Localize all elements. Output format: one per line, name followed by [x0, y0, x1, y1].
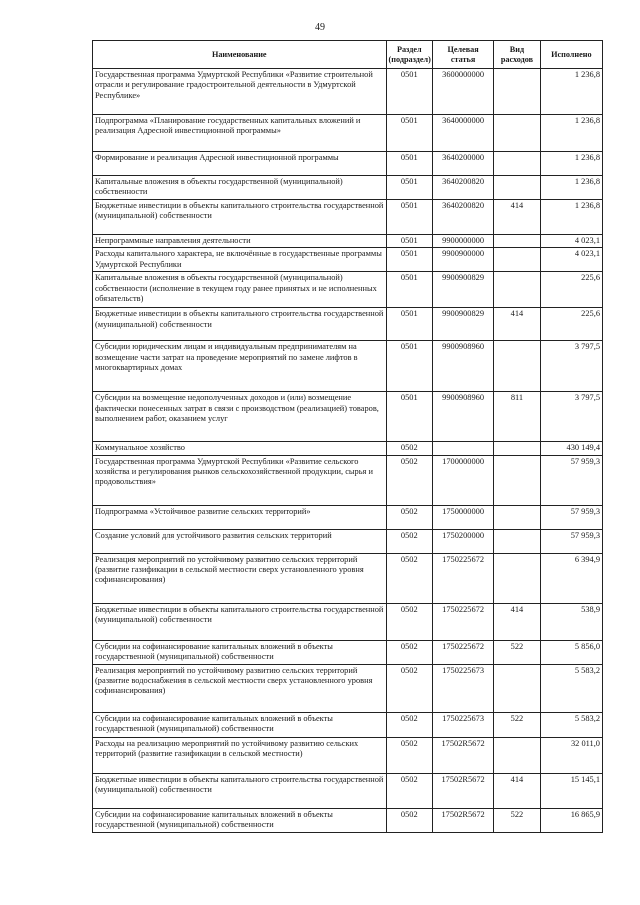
row-name: Субсидии юридическим лицам и индивидуальным предпринимателям на возмещение части затрат на проведение мероприятий по замене лифтов в многоквартирных домах [93, 341, 387, 392]
row-expense-type [494, 152, 540, 176]
row-section: 0502 [386, 603, 432, 640]
row-expense-type [494, 235, 540, 248]
row-target: 3640200820 [432, 200, 493, 235]
table-header-row [93, 41, 603, 69]
row-expense-type: 414 [494, 603, 540, 640]
row-target: 1700000000 [432, 455, 493, 505]
row-section: 0501 [386, 235, 432, 248]
row-section: 0502 [386, 712, 432, 737]
row-executed: 1 236,8 [540, 69, 602, 115]
row-expense-type [494, 455, 540, 505]
table-row [93, 737, 603, 773]
table-row [93, 200, 603, 235]
row-expense-type [494, 505, 540, 529]
table-row [93, 529, 603, 553]
row-expense-type [494, 553, 540, 603]
row-executed: 5 583,2 [540, 712, 602, 737]
header-executed: Исполнено [540, 41, 602, 69]
row-executed: 5 856,0 [540, 640, 602, 664]
table-row [93, 808, 603, 832]
row-executed: 3 797,5 [540, 341, 602, 392]
row-name: Реализация мероприятий по устойчивому развитию сельских территорий (развитие водоснабжения в сельской местности сверх установленного уровня софинансирования) [93, 664, 387, 712]
row-name: Подпрограмма «Устойчивое развитие сельских территорий» [93, 505, 387, 529]
row-target: 3640000000 [432, 115, 493, 152]
row-section: 0501 [386, 248, 432, 272]
row-name: Коммунальное хозяйство [93, 442, 387, 455]
row-target: 1750225673 [432, 664, 493, 712]
row-expense-type [494, 664, 540, 712]
row-expense-type [494, 176, 540, 200]
row-target: 3640200820 [432, 176, 493, 200]
row-name: Формирование и реализация Адресной инвестиционной программы [93, 152, 387, 176]
row-target: 1750225672 [432, 640, 493, 664]
table-row [93, 455, 603, 505]
row-name: Государственная программа Удмуртской Республики «Развитие сельского хозяйства и регулирования рынков сельскохозяйственной продукции, сырья и продовольствия» [93, 455, 387, 505]
row-name: Субсидии на софинансирование капитальных вложений в объекты государственной (муниципальной) собственности [93, 712, 387, 737]
table-row [93, 553, 603, 603]
row-section: 0501 [386, 200, 432, 235]
table-row [93, 272, 603, 308]
row-expense-type [494, 529, 540, 553]
row-expense-type: 522 [494, 712, 540, 737]
table-row [93, 392, 603, 442]
row-section: 0502 [386, 529, 432, 553]
row-section: 0502 [386, 773, 432, 808]
table-row [93, 341, 603, 392]
table-body [93, 69, 603, 833]
row-expense-type: 414 [494, 773, 540, 808]
table-row [93, 773, 603, 808]
row-name: Бюджетные инвестиции в объекты капитального строительства государственной (муниципальной) собственности [93, 308, 387, 341]
row-executed: 4 023,1 [540, 248, 602, 272]
row-section: 0502 [386, 664, 432, 712]
table-row [93, 235, 603, 248]
row-expense-type: 414 [494, 200, 540, 235]
table-row [93, 308, 603, 341]
row-target [432, 442, 493, 455]
row-executed: 3 797,5 [540, 392, 602, 442]
table-row [93, 505, 603, 529]
row-expense-type [494, 442, 540, 455]
row-target: 17502R5672 [432, 808, 493, 832]
table-row [93, 69, 603, 115]
row-name: Бюджетные инвестиции в объекты капитального строительства государственной (муниципальной) собственности [93, 603, 387, 640]
row-target: 9900908960 [432, 341, 493, 392]
table-row [93, 176, 603, 200]
header-name: Наименование [93, 41, 387, 69]
row-name: Реализация мероприятий по устойчивому развитию сельских территорий (развитие газификации в сельской местности сверх установленного уровня софинансирования) [93, 553, 387, 603]
row-expense-type: 811 [494, 392, 540, 442]
row-target: 1750225673 [432, 712, 493, 737]
row-executed: 6 394,9 [540, 553, 602, 603]
header-target: Целевая статья [432, 41, 493, 69]
row-name: Бюджетные инвестиции в объекты капитального строительства государственной (муниципальной) собственности [93, 773, 387, 808]
row-section: 0502 [386, 553, 432, 603]
row-target: 9900900829 [432, 308, 493, 341]
row-expense-type [494, 248, 540, 272]
row-section: 0501 [386, 308, 432, 341]
row-name: Расходы капитального характера, не включённые в государственные программы Удмуртской Республики [93, 248, 387, 272]
row-section: 0502 [386, 442, 432, 455]
row-section: 0501 [386, 392, 432, 442]
row-target: 1750225672 [432, 603, 493, 640]
row-expense-type: 414 [494, 308, 540, 341]
row-name: Непрограммные направления деятельности [93, 235, 387, 248]
row-section: 0501 [386, 152, 432, 176]
row-name: Подпрограмма «Планирование государственных капитальных вложений и реализация Адресной инвестиционной программы» [93, 115, 387, 152]
row-target: 3640200000 [432, 152, 493, 176]
row-executed: 430 149,4 [540, 442, 602, 455]
header-expense-type: Вид расходов [494, 41, 540, 69]
row-name: Субсидии на возмещение недополученных доходов и (или) возмещение фактически понесенных затрат в связи с производством (реализацией) товаров, выполнением работ, оказанием услуг [93, 392, 387, 442]
row-target: 9900908960 [432, 392, 493, 442]
row-executed: 5 583,2 [540, 664, 602, 712]
row-section: 0502 [386, 808, 432, 832]
budget-execution-table [92, 40, 603, 833]
table-row [93, 442, 603, 455]
row-target: 17502R5672 [432, 737, 493, 773]
row-section: 0502 [386, 640, 432, 664]
row-section: 0502 [386, 505, 432, 529]
row-name: Бюджетные инвестиции в объекты капитального строительства государственной (муниципальной) собственности [93, 200, 387, 235]
row-executed: 15 145,1 [540, 773, 602, 808]
table-row [93, 603, 603, 640]
row-expense-type: 522 [494, 640, 540, 664]
page-number: 49 [315, 22, 325, 33]
row-executed: 4 023,1 [540, 235, 602, 248]
table-row [93, 712, 603, 737]
row-name: Капитальные вложения в объекты государственной (муниципальной) собственности (исполнение в текущем году ранее принятых и не исполненных обязательств) [93, 272, 387, 308]
row-target: 1750200000 [432, 529, 493, 553]
row-name: Создание условий для устойчивого развития сельских территорий [93, 529, 387, 553]
table-row [93, 248, 603, 272]
row-section: 0501 [386, 272, 432, 308]
row-expense-type [494, 272, 540, 308]
row-target: 1750225672 [432, 553, 493, 603]
row-executed: 538,9 [540, 603, 602, 640]
row-executed: 225,6 [540, 272, 602, 308]
row-section: 0501 [386, 341, 432, 392]
row-executed: 57 959,3 [540, 529, 602, 553]
row-expense-type: 522 [494, 808, 540, 832]
row-executed: 32 011,0 [540, 737, 602, 773]
row-section: 0501 [386, 115, 432, 152]
table-row [93, 640, 603, 664]
row-target: 1750000000 [432, 505, 493, 529]
row-expense-type [494, 115, 540, 152]
row-section: 0502 [386, 455, 432, 505]
row-expense-type [494, 737, 540, 773]
row-name: Расходы на реализацию мероприятий по устойчивому развитию сельских территорий (развитие газификации в сельской местности) [93, 737, 387, 773]
row-executed: 1 236,8 [540, 115, 602, 152]
row-section: 0501 [386, 176, 432, 200]
row-executed: 1 236,8 [540, 152, 602, 176]
row-expense-type [494, 341, 540, 392]
row-executed: 57 959,3 [540, 505, 602, 529]
row-target: 9900000000 [432, 235, 493, 248]
row-name: Государственная программа Удмуртской Республики «Развитие строительной отрасли и регулирование градостроительной деятельности в Удмуртской Республике» [93, 69, 387, 115]
row-executed: 1 236,8 [540, 176, 602, 200]
row-name: Субсидии на софинансирование капитальных вложений в объекты государственной (муниципальной) собственности [93, 808, 387, 832]
header-section: Раздел (подраздел) [386, 41, 432, 69]
row-executed: 225,6 [540, 308, 602, 341]
row-executed: 57 959,3 [540, 455, 602, 505]
row-name: Капитальные вложения в объекты государственной (муниципальной) собственности [93, 176, 387, 200]
row-target: 3600000000 [432, 69, 493, 115]
table-row [93, 115, 603, 152]
row-name: Субсидии на софинансирование капитальных вложений в объекты государственной (муниципальной) собственности [93, 640, 387, 664]
table-row [93, 152, 603, 176]
row-target: 9900900000 [432, 248, 493, 272]
row-target: 17502R5672 [432, 773, 493, 808]
row-section: 0502 [386, 737, 432, 773]
row-executed: 1 236,8 [540, 200, 602, 235]
row-executed: 16 865,9 [540, 808, 602, 832]
row-section: 0501 [386, 69, 432, 115]
row-target: 9900900829 [432, 272, 493, 308]
row-expense-type [494, 69, 540, 115]
table-row [93, 664, 603, 712]
